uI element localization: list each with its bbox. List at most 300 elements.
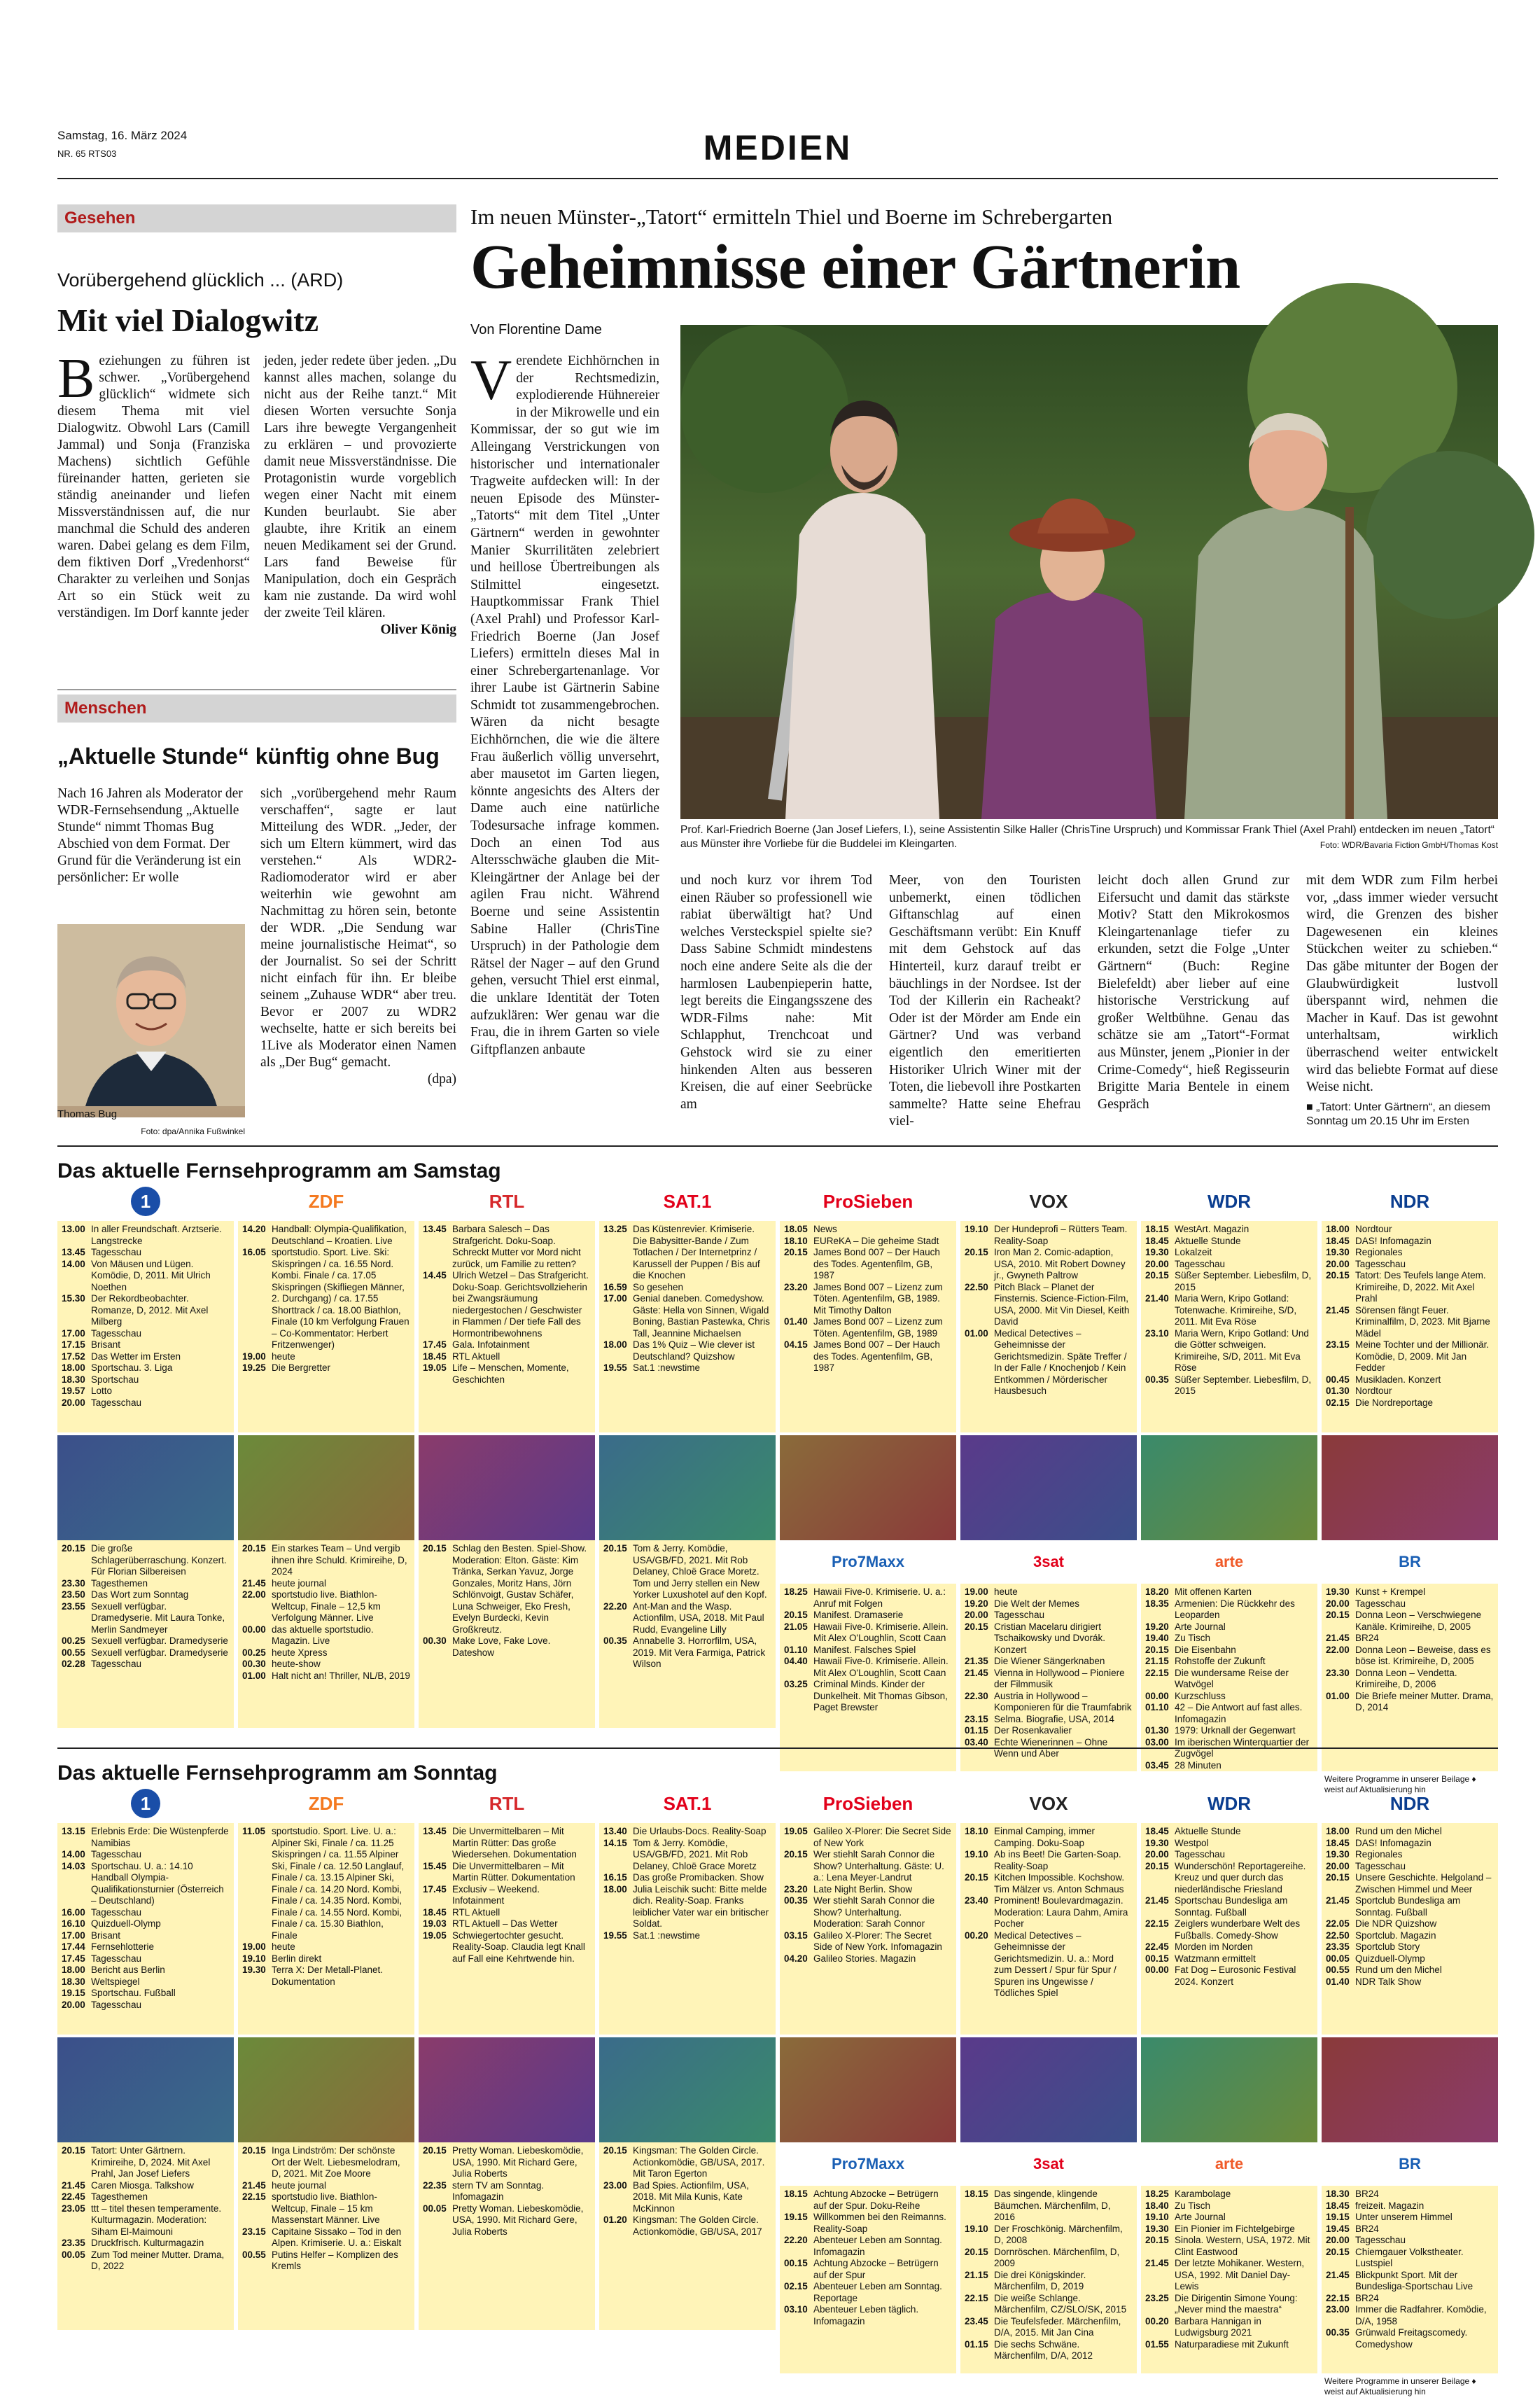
program-time: 22.05 (1326, 1918, 1350, 1929)
program-entry (423, 2203, 591, 2238)
program-title: Erlebnis Erde: Die Wüstenpferde Namibias (91, 1826, 229, 1848)
program-time: 22.15 (965, 2292, 988, 2303)
program-time: 00.55 (242, 2249, 266, 2260)
program-title: Mit offenen Karten (1175, 1586, 1252, 1597)
program-time: 18.00 (603, 1339, 627, 1350)
program-time: 19.30 (1145, 1837, 1169, 1848)
program-title: stern TV am Sonntag. Infomagazin (452, 2179, 545, 2202)
program-title: heute-show (272, 1659, 321, 1669)
program-time: 23.00 (1326, 2304, 1350, 2315)
program-time: 18.30 (1326, 2189, 1350, 2199)
program-entry (1326, 2304, 1494, 2327)
program-thumbnail (238, 2037, 414, 2142)
program-entry (1326, 2235, 1494, 2247)
svg-text:1: 1 (140, 1191, 151, 1212)
program-title: das aktuelle sportstudio. Magazin. Live (272, 1624, 374, 1646)
program-thumbnail (1322, 1435, 1498, 1540)
program-entry (965, 2293, 1133, 2316)
channel-logo-icon: BR (1399, 1553, 1421, 1570)
program-title: Das singende, klingende Bäumchen. Märchenfilm, D, 2016 (994, 2189, 1111, 2222)
program-title: Medical Detectives – Geheimnisse der Gerichtsmedizin. Späte Treffer / In der Falle / Knochenjob / Kein Entkommen / Mörderischer Hausbesuch (994, 1327, 1127, 1396)
program-time: 17.15 (62, 1339, 85, 1350)
program-entry (603, 1826, 771, 1838)
program-time: 01.40 (784, 1316, 808, 1327)
program-entry (784, 2258, 952, 2281)
main-dropcap: V (470, 348, 512, 412)
program-entry (1145, 1259, 1313, 1271)
main-text-4: mit dem WDR zum Film herbei vor, „dass immer wieder versucht wird, die Grenzen des bisher Dagewesenen ein kleines Stückchen weiter zu schieben.“ Das gäbe mitunter der Bogen der Glaubwürdigkeit lustvoll überspannt wird, nehmen die Macher in Kauf. Das ist gewohnt unterhaltsam, wirklich überraschend weiter entwickelt wird das beliebte Format auf diese Weise nicht. (1306, 873, 1498, 1095)
program-list (599, 1540, 776, 1728)
program-title: Zeiglers wunderbare Welt des Fußballs. Comedy-Show (1175, 1918, 1301, 1941)
program-list (57, 2142, 234, 2330)
program-title: RTL Aktuell (452, 1906, 500, 1918)
program-time: 20.15 (1326, 2246, 1350, 2257)
main-body-col0 (470, 348, 659, 1059)
program-title: Sportschau. 3. Liga (91, 1362, 173, 1373)
program-entry (1326, 1953, 1494, 1965)
program-time: 20.00 (965, 1610, 988, 1620)
menschen-text-col1: Nach 16 Jahren als Moderator der WDR-Fernsehsendung „Aktuelle Stunde“ nimmt Thomas Bug Abschied von dem Format. Der Grund für die Veränderung ist ein persönlicher: Er wolle (57, 786, 243, 885)
program-entry (965, 1725, 1133, 1737)
program-title: Tagesthemen (91, 1577, 148, 1589)
program-title: Morden im Norden (1175, 1941, 1253, 1952)
program-entry (242, 1624, 410, 1647)
program-entry (242, 2249, 410, 2273)
program-title: Capitaine Sissako – Tod in den Alpen. Krimiserie. U. a.: Eiskalt (272, 2226, 402, 2248)
program-list (419, 2142, 595, 2330)
program-list (780, 2186, 956, 2373)
program-time: 20.00 (1145, 1849, 1169, 1860)
program-title: Lokalzeit (1175, 1247, 1212, 1257)
program-time: 23.10 (1145, 1327, 1169, 1339)
program-time: 01.10 (784, 1644, 808, 1655)
program-title: Chiemgauer Volkstheater. Lustspiel (1355, 2246, 1464, 2268)
channel-column (1322, 1784, 1498, 2396)
program-time: 23.00 (603, 2179, 627, 2191)
program-time: 23.15 (1326, 1339, 1350, 1350)
channel-column (57, 1784, 234, 2316)
program-title: Tagesschau (91, 1397, 142, 1408)
channel-column (419, 1182, 595, 1735)
program-list (599, 1221, 776, 1432)
program-entry (242, 2145, 410, 2180)
program-time: 19.10 (965, 1849, 988, 1860)
program-title: BR24 (1355, 1633, 1379, 1643)
program-list (960, 1584, 1137, 1771)
program-title: Der Froschkönig. Märchenfilm, D, 2008 (994, 2223, 1123, 2245)
program-entry (62, 1589, 230, 1601)
more-programs-note: Weitere Programme in unserer Beilage ♦ weist auf Aktualisierung hin (1324, 2376, 1476, 2396)
rubrik-menschen: Menschen (57, 695, 456, 723)
program-title: Gala. Infotainment (452, 1339, 530, 1350)
program-entry (1326, 1586, 1494, 1598)
program-list (1141, 1584, 1317, 1771)
program-entry (1326, 1598, 1494, 1610)
program-time: 03.10 (784, 2304, 808, 2315)
channel-logo-text: ProSieben (822, 1190, 913, 1212)
program-entry (1326, 1965, 1494, 1976)
program-title: Donna Leon – Verschwiegene Kanäle. Krimireihe, D, 2005 (1355, 1610, 1482, 1632)
program-entry (1145, 1328, 1313, 1374)
program-entry (1145, 2258, 1313, 2293)
program-entry (62, 1386, 230, 1397)
program-entry (784, 2212, 952, 2235)
program-title: Tagesschau (994, 1610, 1045, 1620)
program-time: 21.45 (242, 1577, 266, 1589)
program-title: Tagesschau (1175, 1258, 1226, 1269)
program-title: Halt nicht an! Thriller, NL/B, 2019 (272, 1670, 410, 1681)
program-title: Rohstoffe der Zukunft (1175, 1656, 1266, 1666)
program-time: 19.10 (242, 1953, 266, 1964)
program-time: 21.45 (1326, 2269, 1350, 2280)
program-title: Bad Spies. Actionfilm, USA, 2018. Mit Mila Kunis, Kate McKinnon (633, 2179, 749, 2214)
program-entry (965, 1826, 1133, 1849)
program-time: 17.45 (62, 1953, 85, 1964)
program-time: 19.10 (965, 1224, 988, 1234)
program-time: 21.45 (1145, 2258, 1169, 2268)
issue-date: Samstag, 16. März 2024 (57, 129, 188, 142)
program-title: Pretty Woman. Liebeskomödie, USA, 1990. Mit Richard Gere, Julia Roberts (452, 2145, 584, 2179)
program-entry (965, 2270, 1133, 2293)
program-title: Das große Promibacken. Show (633, 1872, 764, 1883)
program-title: Die Urlaubs-Docs. Reality-Soap (633, 1826, 766, 1836)
tatort-image (680, 325, 1498, 819)
program-entry (1326, 1838, 1494, 1850)
program-entry (242, 1224, 410, 1247)
program-title: Brisant (91, 1339, 121, 1350)
program-title: Weltspiegel (91, 1976, 140, 1987)
program-title: Make Love, Fake Love. Dateshow (452, 1635, 551, 1658)
program-time: 20.15 (1145, 1644, 1169, 1655)
program-title: Arte Journal (1175, 1621, 1226, 1632)
program-entry (242, 1351, 410, 1363)
program-time: 19.20 (965, 1598, 988, 1609)
program-time: 20.00 (1326, 1860, 1350, 1871)
channel-logo-text: WDR (1207, 1792, 1252, 1814)
program-title: Das Küstenrevier. Krimiserie. Die Babysitter-Bande / Zum Totlachen / Der Internetprinz / Karussell der Puppen / Bis auf die Knochen (633, 1224, 760, 1281)
program-entry (1145, 1656, 1313, 1668)
program-title: Exclusiv – Weekend. Infotainment (452, 1883, 540, 1906)
program-title: Galileo Stories. Magazin (813, 1953, 916, 1964)
program-time: 00.25 (62, 1635, 85, 1646)
program-time: 18.15 (784, 2189, 808, 2199)
program-entry (1326, 1645, 1494, 1668)
program-time: 00.55 (62, 1647, 85, 1658)
program-entry (603, 1339, 771, 1362)
program-entry (603, 1872, 771, 1884)
program-list (780, 1823, 956, 2035)
program-title: Handball: Olympia-Qualifikation, Deutschland – Kroatien. Live (272, 1224, 407, 1246)
program-title: Blickpunkt Sport. Mit der Bundesliga-Sportschau Live (1355, 2269, 1474, 2291)
program-title: Die Teufelsfeder. Märchenfilm, D/A, 2015. Mit Jan Cina (994, 2315, 1121, 2338)
program-entry (603, 1635, 771, 1670)
program-entry (62, 2203, 230, 2238)
program-entry (1145, 1953, 1313, 1965)
photo-credit: Foto: WDR/Bavaria Fiction GmbH/Thomas Kost (1320, 840, 1498, 850)
program-entry (784, 2189, 952, 2212)
program-title: Süßer September. Liebesfilm, D, 2015 (1175, 1270, 1312, 1292)
issue-number: NR. 65 RTS03 (57, 148, 117, 159)
channel-logo-icon (599, 1182, 776, 1221)
channel-column (419, 1784, 595, 2316)
program-title: Zu Tisch (1175, 1633, 1211, 1643)
program-entry (1326, 2270, 1494, 2293)
program-entry (1326, 1397, 1494, 1409)
program-entry (423, 1543, 591, 1635)
program-list (57, 1823, 234, 2035)
program-title: Achtung Abzocke – Betrügern auf der Spur (813, 2258, 939, 2280)
program-entry (603, 2180, 771, 2215)
program-list (238, 1540, 414, 1728)
gesehen-text-col2: jeden, jeder redete über jeden. „Du kannst alles machen, solange du nicht aus der Reihe tanzt.“ Mit diesen Worten versuchte Sonja Lars ihre bewegte Vergangenheit zu erklären – und provozierte damit neue Missverständnisse. Die Protagonistin wurde vorgeblich wegen einer Nacht mit einem Kunden beurlaubt. Sie aber glaubte, ihre Kritik an einem neuen Medikament sei der Grund. Lars fand Beweise für Manipulation, doch ein Gespräch kam nie zustande. Da wird wohl der zweite Teil klären. (264, 354, 456, 620)
program-entry (62, 1374, 230, 1386)
program-entry (965, 1598, 1133, 1610)
program-time: 17.44 (62, 1941, 85, 1952)
program-time: 23.45 (965, 2315, 988, 2326)
program-title: Inga Lindström: Der schönste Ort der Welt. Liebesmelodram, D, 2021. Mit Zoe Moore (272, 2145, 400, 2179)
program-title: heute (994, 1586, 1018, 1597)
program-time: 22.15 (242, 2191, 266, 2202)
program-time: 18.15 (965, 2189, 988, 2199)
program-title: Die Dirigentin Simone Young: „Never mind the maestra“ (1175, 2292, 1298, 2315)
program-title: Die Eisenbahn (1175, 1644, 1236, 1655)
program-title: Galileo X-Plorer: The Secret Side of New York. Infomagazin (813, 1930, 942, 1952)
program-time: 20.15 (965, 1872, 988, 1883)
program-title: Tagesschau (1355, 1598, 1406, 1609)
program-title: Der Rekordbeobachter. Romanze, D, 2012. Mit Axel Milberg (91, 1293, 209, 1327)
program-title: Sexuell verfügbar. Dramedyserie (91, 1635, 228, 1646)
channel-logo-icon (419, 1784, 595, 1823)
section-title: MEDIEN (703, 128, 853, 167)
program-entry (784, 1656, 952, 1679)
program-title: ttt – titel thesen temperamente. Kulturmagazin. Moderation: Siham El-Maimouni (91, 2203, 222, 2237)
program-time: 21.45 (62, 2179, 85, 2191)
program-list (1322, 1221, 1498, 1432)
program-entry (1145, 1725, 1313, 1737)
channel-column (780, 1784, 956, 2326)
program-title: Abenteuer Leben täglich. Infomagazin (813, 2304, 919, 2326)
program-entry (1326, 1976, 1494, 1988)
program-entry (603, 1838, 771, 1873)
program-entry (965, 1247, 1133, 1282)
program-time: 22.20 (784, 2235, 808, 2245)
channel-logo-text: SAT.1 (663, 1190, 712, 1212)
program-time: 18.30 (62, 1374, 85, 1385)
program-title: 1979: Urknall der Gegenwart (1175, 1725, 1296, 1736)
program-entry (423, 1339, 591, 1351)
program-title: Sportschau. U. a.: 14.10 Handball Olympia-Qualifikationsturnier (Österreich – Deutschland) (91, 1860, 224, 1906)
program-thumbnail (419, 2037, 595, 2142)
program-title: Lotto (91, 1386, 113, 1396)
program-title: Criminal Minds. Kinder der Dunkelheit. Mit Thomas Gibson, Paget Brewster (813, 1679, 948, 1712)
program-entry (242, 1826, 410, 1941)
program-entry (62, 1339, 230, 1351)
program-time: 18.20 (1145, 1586, 1169, 1597)
program-title: Tagesschau (1355, 1860, 1406, 1871)
program-title: Zu Tisch (1175, 2200, 1211, 2211)
program-time: 18.45 (1145, 1235, 1169, 1246)
program-title: Tatort: Des Teufels lange Atem. Krimireihe, D, 2022. Mit Axel Prahl (1355, 1270, 1486, 1304)
program-entry (242, 1670, 410, 1682)
channel-column (960, 1182, 1137, 1759)
program-entry (784, 1610, 952, 1621)
program-title: heute journal (272, 1577, 327, 1589)
program-title: Kingsman: The Golden Circle. Actionkomödie, GB/USA, 2017. Mit Taron Egerton (633, 2145, 765, 2179)
program-time: 00.20 (965, 1930, 988, 1941)
program-entry (1145, 1645, 1313, 1656)
program-entry (784, 1621, 952, 1645)
channel-column (238, 1182, 414, 1735)
program-time: 13.45 (62, 1247, 85, 1257)
program-entry (1326, 1339, 1494, 1374)
program-time: 20.15 (423, 2145, 447, 2156)
program-time: 19.15 (1326, 2212, 1350, 2222)
program-time: 18.00 (1326, 1224, 1350, 1234)
program-title: Tagesschau (1355, 2235, 1406, 2245)
program-time: 20.00 (1326, 1258, 1350, 1269)
portrait-image (57, 924, 245, 1106)
program-time: 23.50 (62, 1589, 85, 1600)
tv-tip: ■ „Tatort: Unter Gärtnern“, an diesem Sonntag um 20.15 Uhr im Ersten (1306, 1101, 1491, 1127)
program-title: DAS! Infomagazin (1355, 1837, 1432, 1848)
tv-sonntag-grid (57, 1784, 1498, 2396)
program-title: Der letzte Mohikaner. Western, USA, 1992. Mit Daniel Day-Lewis (1175, 2258, 1305, 2291)
program-title: Putins Helfer – Komplizen des Kremls (272, 2249, 398, 2271)
program-entry (965, 2316, 1133, 2339)
program-entry (1145, 2293, 1313, 2316)
program-list (1141, 1221, 1317, 1432)
program-time: 18.25 (784, 1586, 808, 1597)
program-entry (242, 1362, 410, 1374)
program-time: 13.25 (603, 1224, 627, 1234)
main-body-cols (680, 872, 1498, 1131)
program-title: NDR Talk Show (1355, 1976, 1422, 1987)
program-time: 18.45 (423, 1906, 447, 1918)
program-time: 22.15 (1145, 1667, 1169, 1678)
program-title: Schwiegertochter gesucht. Reality-Soap. Claudia legt Knall auf Fall eine Kehrtwende hin. (452, 1930, 585, 1964)
program-time: 18.10 (965, 1826, 988, 1836)
program-title: BR24 (1355, 2189, 1379, 2199)
channel-column (238, 1784, 414, 2316)
program-entry (62, 1965, 230, 1976)
program-title: Sat.1 :newstime (633, 1362, 701, 1373)
program-title: Abenteuer Leben am Sonntag. Infomagazin (813, 2235, 942, 2257)
program-time: 19.30 (1145, 1247, 1169, 1257)
program-time: 23.35 (1326, 1941, 1350, 1952)
program-time: 13.15 (62, 1826, 85, 1836)
program-list (238, 1221, 414, 1432)
program-title: Genial daneben. Comedyshow. Gäste: Hella von Sinnen, Wigald Boning, Bastian Pastewka, Chris Tall, Jeannine Michaelsen (633, 1293, 770, 1339)
program-title: Die wundersame Reise der Watvögel (1175, 1667, 1289, 1689)
program-entry (1145, 1236, 1313, 1248)
program-title: BR24 (1355, 2223, 1379, 2234)
program-entry (603, 1543, 771, 1601)
program-time: 00.05 (1326, 1953, 1350, 1964)
program-title: Donna Leon – Beweise, dass es böse ist. Krimireihe, D, 2005 (1355, 1644, 1491, 1666)
program-entry (1145, 1918, 1313, 1941)
program-entry (784, 2281, 952, 2304)
program-time: 23.55 (62, 1600, 85, 1612)
program-entry (1326, 2212, 1494, 2224)
program-entry (965, 1872, 1133, 1895)
program-entry (62, 1941, 230, 1953)
program-entry (242, 1543, 410, 1578)
program-title: Tagesschau (91, 1327, 142, 1339)
program-time: 17.00 (62, 1930, 85, 1941)
program-time: 20.15 (603, 1543, 627, 1554)
program-time: 19.00 (242, 1941, 266, 1952)
program-title: Selma. Biografie, USA, 2014 (994, 1713, 1114, 1724)
program-title: Sportclub Story (1355, 1941, 1420, 1952)
program-time: 17.00 (62, 1327, 85, 1339)
channel-logo-icon (960, 1182, 1137, 1221)
program-list (780, 1221, 956, 1432)
program-list (960, 1221, 1137, 1432)
photo-caption: Prof. Karl-Friedrich Boerne (Jan Josef Liefers, l.), seine Assistentin Silke Haller (ChrisTine Urspruch) und Kommissar Frank Thiel (Axel Prahl) entdecken im neuen „Tatort“ aus Münster ihre Vorliebe für die Buddelei im Kleingarten. (680, 824, 1494, 850)
program-entry (1326, 1374, 1494, 1386)
program-entry (1326, 1930, 1494, 1942)
left-column (57, 204, 456, 1136)
program-time: 18.45 (1326, 1837, 1350, 1848)
program-entry (62, 1259, 230, 1294)
program-entry (784, 1849, 952, 1884)
program-time: 23.40 (965, 1895, 988, 1906)
program-title: heute (272, 1941, 295, 1952)
channel-column (1322, 1182, 1498, 1794)
program-title: Sportschau. Fußball (91, 1988, 176, 1998)
program-time: 18.40 (1145, 2200, 1169, 2211)
program-time: 19.30 (1326, 1586, 1350, 1597)
program-title: Quizduell-Olymp (91, 1918, 161, 1929)
program-time: 20.00 (1326, 1598, 1350, 1609)
program-entry (62, 1328, 230, 1340)
program-time: 02.28 (62, 1659, 85, 1669)
program-entry (965, 1714, 1133, 1726)
program-entry (1145, 1293, 1313, 1328)
program-entry (1326, 1236, 1494, 1248)
program-time: 19.05 (423, 1930, 447, 1941)
program-entry (423, 1224, 591, 1270)
portrait-credit: Foto: dpa/Annika Fußwinkel (141, 1126, 245, 1136)
program-title: Tom & Jerry. Komödie, USA/GB/FD, 2021. Mit Rob Delaney, Chloë Grace Moretz. Tom und Jerry stellen ein New Yorker Luxushotel auf den Kopf. (633, 1543, 767, 1600)
program-entry (784, 1679, 952, 1714)
thomas-bug-photo (57, 924, 245, 1117)
program-time: 20.15 (1326, 1872, 1350, 1883)
program-time: 20.15 (423, 1543, 447, 1554)
program-entry (965, 1691, 1133, 1714)
program-time: 20.15 (1145, 1860, 1169, 1871)
program-title: Armenien: Die Rückkehr des Leoparden (1175, 1598, 1295, 1620)
program-entry (965, 1328, 1133, 1397)
program-title: Sportschau Bundesliga am Sonntag. Fußball (1175, 1895, 1288, 1918)
program-entry (784, 1282, 952, 1317)
channel-logo-icon (1322, 1182, 1498, 1221)
main-headline: Geheimnisse einer Gärtnerin (470, 232, 1240, 302)
program-entry (242, 1578, 410, 1590)
program-title: Die Briefe meiner Mutter. Drama, D, 2014 (1355, 1690, 1494, 1712)
tv-sonntag-heading: Das aktuelle Fernsehprogramm am Sonntag (57, 1747, 1498, 1785)
program-time: 01.00 (242, 1670, 266, 1681)
program-time: 23.20 (784, 1883, 808, 1895)
program-title: Tagesschau (91, 1999, 142, 2010)
program-title: James Bond 007 – Der Hauch des Todes. Agentenfilm, GB, 1987 (813, 1247, 940, 1281)
program-time: 00.05 (62, 2249, 85, 2260)
menschen-source: (dpa) (427, 1072, 456, 1087)
program-title: Der Hundeprofi – Rütters Team. Reality-Soap (994, 1224, 1128, 1246)
program-title: Sportschau (91, 1374, 139, 1385)
program-time: 19.00 (965, 1586, 988, 1597)
program-time: 00.00 (1145, 1965, 1169, 1975)
